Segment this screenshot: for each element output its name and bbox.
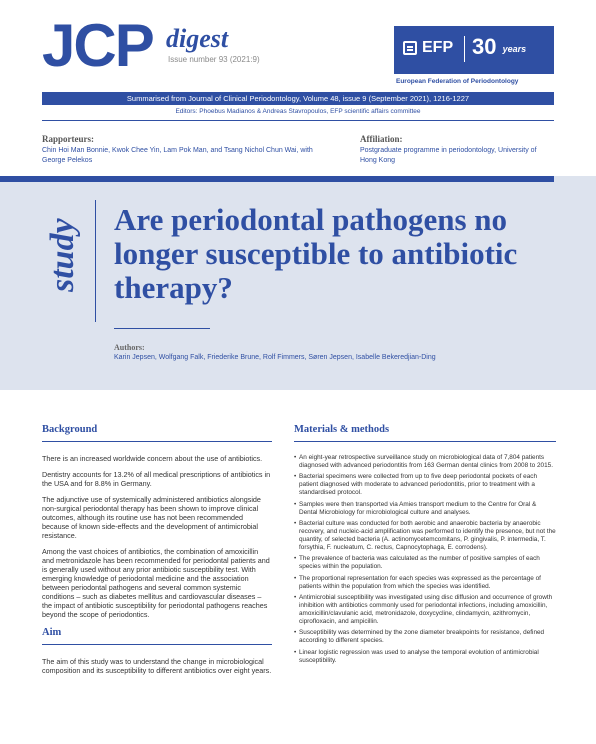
background-paragraph: There is an increased worldwide concern about the use of antibiotics.: [42, 454, 263, 463]
methods-item: • Susceptibility was determined by the zone diameter breakpoints for resistance, defined according to different species.: [294, 629, 556, 645]
study-vertical-rule: [95, 200, 96, 322]
methods-item: • Bacterial culture was conducted for both aerobic and anaerobic bacteria by anaerobic recovery, and nucleic-acid amplification was performed to identify the presence, but not the quantity, of selected bacteria (A. actinomycetemcomitans, P. gingivalis, P. intermedia, T. forsythia, F. nucleatum, C. rectus, Capnocytophaga, E. corrodens).: [294, 520, 556, 552]
affiliation-text: Postgraduate programme in periodontology, University of Hong Kong: [360, 147, 537, 164]
aim-paragraph: The aim of this study was to understand the change in microbiological composition and its susceptibility to different antibiotics over eight years.: [42, 657, 272, 675]
background-paragraph: The adjunctive use of systemically administered antibiotics alongside non-surgical periodontal therapy has been shown to improve clinical outcomes, although its routine use has not been recommended because of known side-effects and the development of antimicrobial resistance.: [42, 495, 261, 540]
efp-label: EFP: [422, 39, 454, 56]
efp-logo: [394, 26, 554, 74]
efp-divider: [464, 36, 465, 62]
methods-item: • Linear logistic regression was used to analyse the temporal evolution of antimicrobial susceptibility.: [294, 649, 556, 665]
efp-full-name: European Federation of Periodontology: [396, 78, 519, 85]
efp-book-icon: [403, 41, 417, 55]
study-banner-topline: [0, 176, 554, 182]
summary-band: Summarised from Journal of Clinical Periodontology, Volume 48, issue 9 (September 2021), 1216-1227: [42, 92, 554, 105]
title-rule: [114, 328, 210, 329]
jcp-logo: JCP: [42, 12, 153, 79]
editors-line: Editors: Phoebus Madianos & Andreas Stavropoulos, EFP scientific affairs committee: [175, 108, 421, 115]
methods-item: • Bacterial specimens were collected from up to five deep periodontal pockets of each patient diagnosed with moderate to advanced periodontitis, prior to treatment with a standardised protocol.: [294, 473, 556, 497]
efp-years-number: 30: [472, 34, 497, 59]
methods-heading: Materials & methods: [294, 424, 556, 442]
methods-item: • An eight-year retrospective surveillance study on microbiological data of 7,804 patients diagnosed with advanced periodontitis from 163 German dental clinics from 2008 to 2015.: [294, 454, 556, 470]
background-heading: Background: [42, 424, 272, 442]
authors-text: Karin Jepsen, Wolfgang Falk, Friederike Brune, Rolf Fimmers, Søren Jepsen, Isabelle Bekeredjian-Ding: [114, 354, 436, 361]
methods-item: • Antimicrobial susceptibility was investigated using disc diffusion and occurrence of growth inhibition with antibiotics commonly used for periodontal infections, including amoxicillin, amoxicillin/clavulanic acid, metronidazole, doxycycline, clindamycin, azithromycin, ciprofloxacin, and ampicillin.: [294, 594, 556, 626]
issue-number: Issue number 93 (2021:9): [168, 55, 260, 64]
methods-item: • The proportional representation for each species was expressed as the percentage of patients within the population from which the species was identified.: [294, 575, 556, 591]
affiliation-label: Affiliation:: [360, 134, 403, 144]
rapporteurs-label: Rapporteurs:: [42, 134, 94, 144]
digest-logo: digest: [166, 24, 229, 53]
authors-label: Authors:: [114, 343, 145, 352]
methods-item: • The prevalence of bacteria was calculated as the number of positive samples of each species within the population.: [294, 555, 556, 571]
methods-list: [294, 454, 556, 665]
efp-anniversary: [472, 36, 526, 58]
background-paragraph: Dentistry accounts for 13.2% of all medical prescriptions of antibiotics in the USA and for 8.8% in Germany.: [42, 470, 271, 488]
background-paragraph: Among the vast choices of antibiotics, the combination of amoxicillin and metronidazole has been recommended for periodontal patients and is generally used without any prior antibiotic susceptibility test. With emerging knowledge of periodontal medicine and the association between periodontal pathogens and several common systemic conditions – such as diabetes mellitus and cardiovascular diseases – the impact of antibiotic susceptibility for periodontal pathogens reaches beyond the scope of periodontics.: [42, 547, 270, 619]
study-word-text: study: [44, 218, 81, 292]
aim-section: [42, 627, 272, 675]
background-section: [42, 424, 272, 619]
right-column: [294, 424, 556, 668]
efp-years-word: years: [502, 44, 527, 54]
methods-item: • Samples were then transported via Amies transport medium to the Centre for Oral & Dental Microbiology for microbiological culture and analyses.: [294, 501, 556, 517]
page-header: [0, 0, 596, 84]
left-column: [42, 424, 272, 682]
aim-heading: Aim: [42, 627, 272, 645]
header-divider: [42, 120, 554, 121]
article-title: Are periodontal pathogens no longer susceptible to antibiotic therapy?: [114, 202, 518, 305]
rapporteurs-text: Chin Hoi Man Bonnie, Kwok Chee Yin, Lam Pok Man, and Tsang Nichol Chun Wai, with George Pelekos: [42, 147, 313, 164]
study-word: [44, 200, 114, 310]
